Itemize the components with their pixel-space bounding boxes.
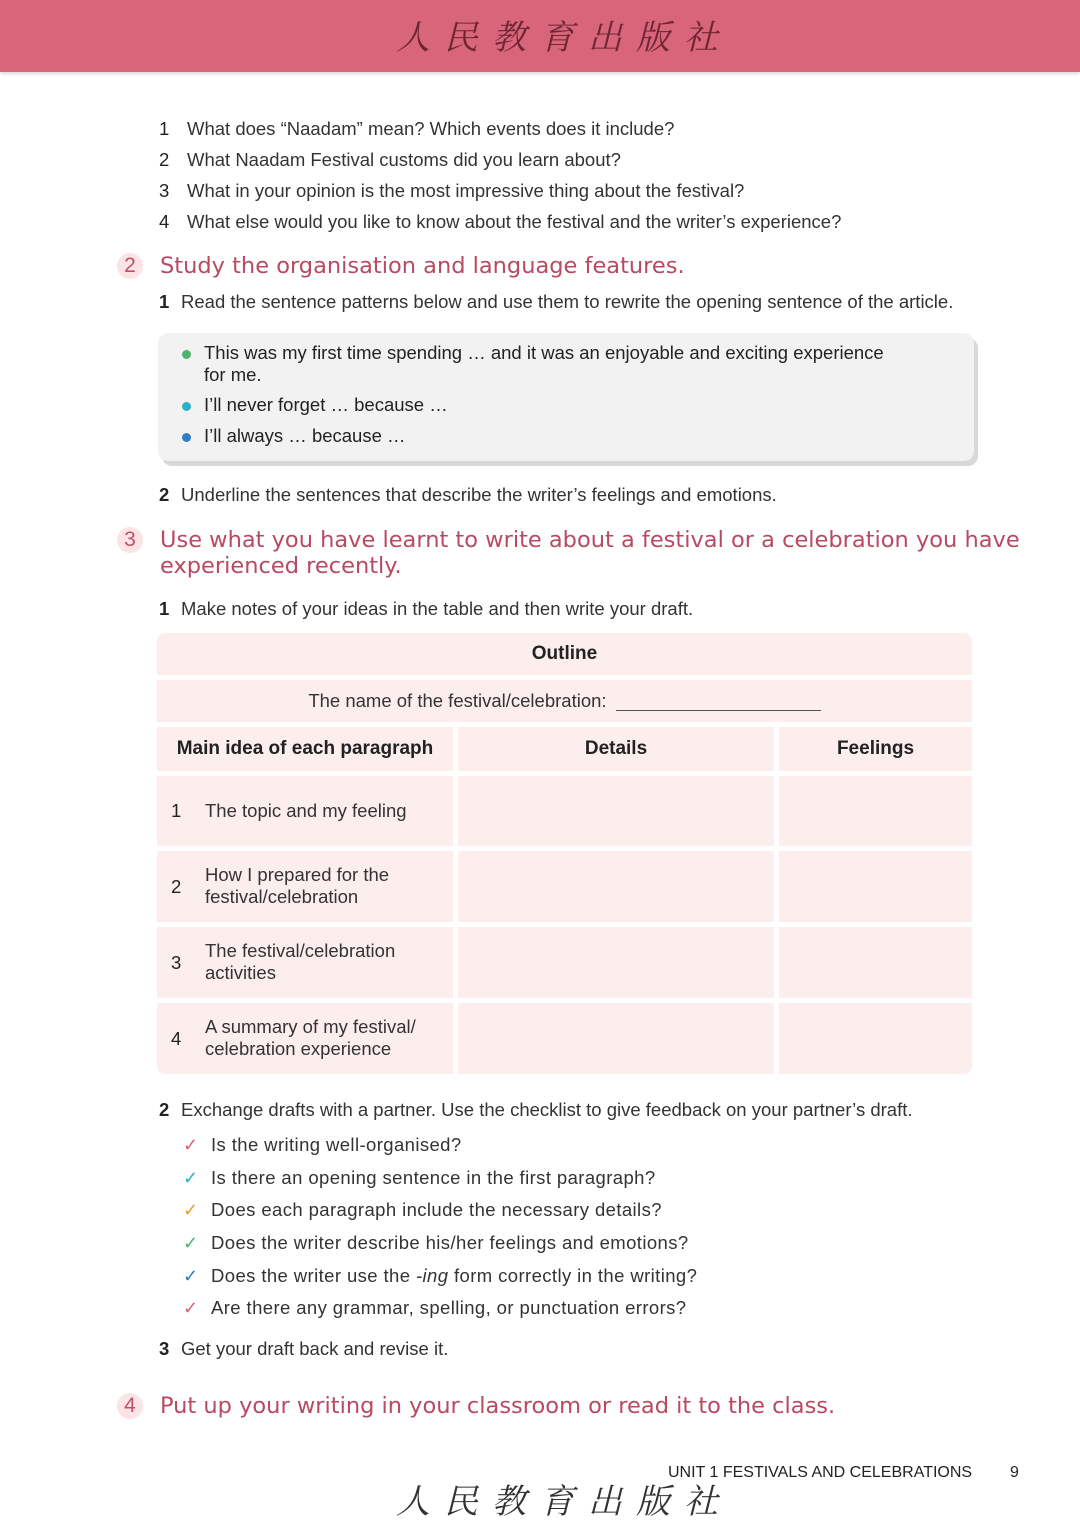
question-number: 4 <box>159 211 170 232</box>
feelings-cell[interactable] <box>779 851 972 922</box>
checklist-item: ✓ Does the writer describe his/her feelings and emotions? <box>183 1232 689 1253</box>
table-row: 1 The topic and my feeling <box>157 776 972 846</box>
festival-name-row <box>157 680 972 722</box>
question-text: What else would you like to know about the festival and the writer’s experience? <box>187 211 842 232</box>
festival-name-blank[interactable] <box>616 692 821 711</box>
column-header: Details <box>458 727 774 771</box>
instruction-step: 2 Underline the sentences that describe the writer’s feelings and emotions. <box>159 484 777 505</box>
pattern-item: I’ll never forget … because … <box>204 394 448 416</box>
checklist-item: ✓ Is there an opening sentence in the first paragraph? <box>183 1167 656 1188</box>
sentence-pattern-box <box>158 333 974 461</box>
table-row: 2 How I prepared for the festival/celebration <box>157 851 972 922</box>
feelings-cell[interactable] <box>779 1003 972 1074</box>
section-title: Put up your writing in your classroom or read it to the class. <box>160 1393 836 1419</box>
section-title: Use what you have learnt to write about a festival or a celebration you have experienced recently. <box>160 527 1020 579</box>
check-icon: ✓ <box>183 1135 199 1155</box>
question-text: What in your opinion is the most impressive thing about the festival? <box>187 180 745 201</box>
page-number: 9 <box>1010 1464 1019 1481</box>
details-cell[interactable] <box>458 1003 774 1074</box>
column-header: Feelings <box>779 727 972 771</box>
details-cell[interactable] <box>458 927 774 998</box>
section-number-badge: 3 <box>117 527 143 553</box>
table-row: 3 The festival/celebration activities <box>157 927 972 998</box>
column-header: Main idea of each paragraph <box>157 727 453 771</box>
publisher-logo-top: 人民教育出版社 <box>396 18 732 58</box>
pattern-item: I’ll always … because … <box>204 425 406 447</box>
publisher-logo-bottom: 人民教育出版社 <box>396 1482 732 1522</box>
checklist-item: ✓ Does the writer use the -ing form correctly in the writing? <box>183 1265 698 1286</box>
section-title: Study the organisation and language features. <box>160 253 685 279</box>
question-item <box>159 209 841 240</box>
instruction-step: 1 Read the sentence patterns below and use them to rewrite the opening sentence of the article. <box>159 291 954 312</box>
question-number: 2 <box>159 149 170 170</box>
pattern-item: This was my first time spending … and it was an enjoyable and exciting experience for me. <box>204 342 884 386</box>
question-text: What does “Naadam” mean? Which events does it include? <box>187 118 675 139</box>
bullet-dot-icon <box>182 402 191 411</box>
question-list <box>159 116 841 240</box>
feelings-cell[interactable] <box>779 927 972 998</box>
check-icon: ✓ <box>183 1298 199 1318</box>
question-text: What Naadam Festival customs did you learn about? <box>187 149 621 170</box>
table-title: Outline <box>157 633 972 675</box>
unit-footer: UNIT 1 FESTIVALS AND CELEBRATIONS <box>668 1464 973 1481</box>
check-icon: ✓ <box>183 1168 199 1188</box>
feelings-cell[interactable] <box>779 776 972 846</box>
checklist-item: ✓ Are there any grammar, spelling, or punctuation errors? <box>183 1297 687 1318</box>
question-item <box>159 116 841 147</box>
section-number-badge: 2 <box>117 253 143 279</box>
instruction-step: 2 Exchange drafts with a partner. Use the checklist to give feedback on your partner’s draft. <box>159 1099 913 1120</box>
bullet-dot-icon <box>182 433 191 442</box>
question-item <box>159 178 841 209</box>
section-number-badge: 4 <box>117 1393 143 1419</box>
check-icon: ✓ <box>183 1266 199 1286</box>
details-cell[interactable] <box>458 851 774 922</box>
question-number: 1 <box>159 118 170 139</box>
checklist-item: ✓ Is the writing well-organised? <box>183 1134 462 1155</box>
table-row: 4 A summary of my festival/ celebration experience <box>157 1003 972 1074</box>
details-cell[interactable] <box>458 776 774 846</box>
question-item <box>159 147 841 178</box>
check-icon: ✓ <box>183 1200 199 1220</box>
festival-name-label: The name of the festival/celebration: <box>308 690 607 711</box>
question-number: 3 <box>159 180 170 201</box>
check-icon: ✓ <box>183 1233 199 1253</box>
checklist-item: ✓ Does each paragraph include the necessary details? <box>183 1199 662 1220</box>
instruction-step: 1 Make notes of your ideas in the table and then write your draft. <box>159 598 694 619</box>
bullet-dot-icon <box>182 350 191 359</box>
instruction-step: 3 Get your draft back and revise it. <box>159 1338 449 1359</box>
